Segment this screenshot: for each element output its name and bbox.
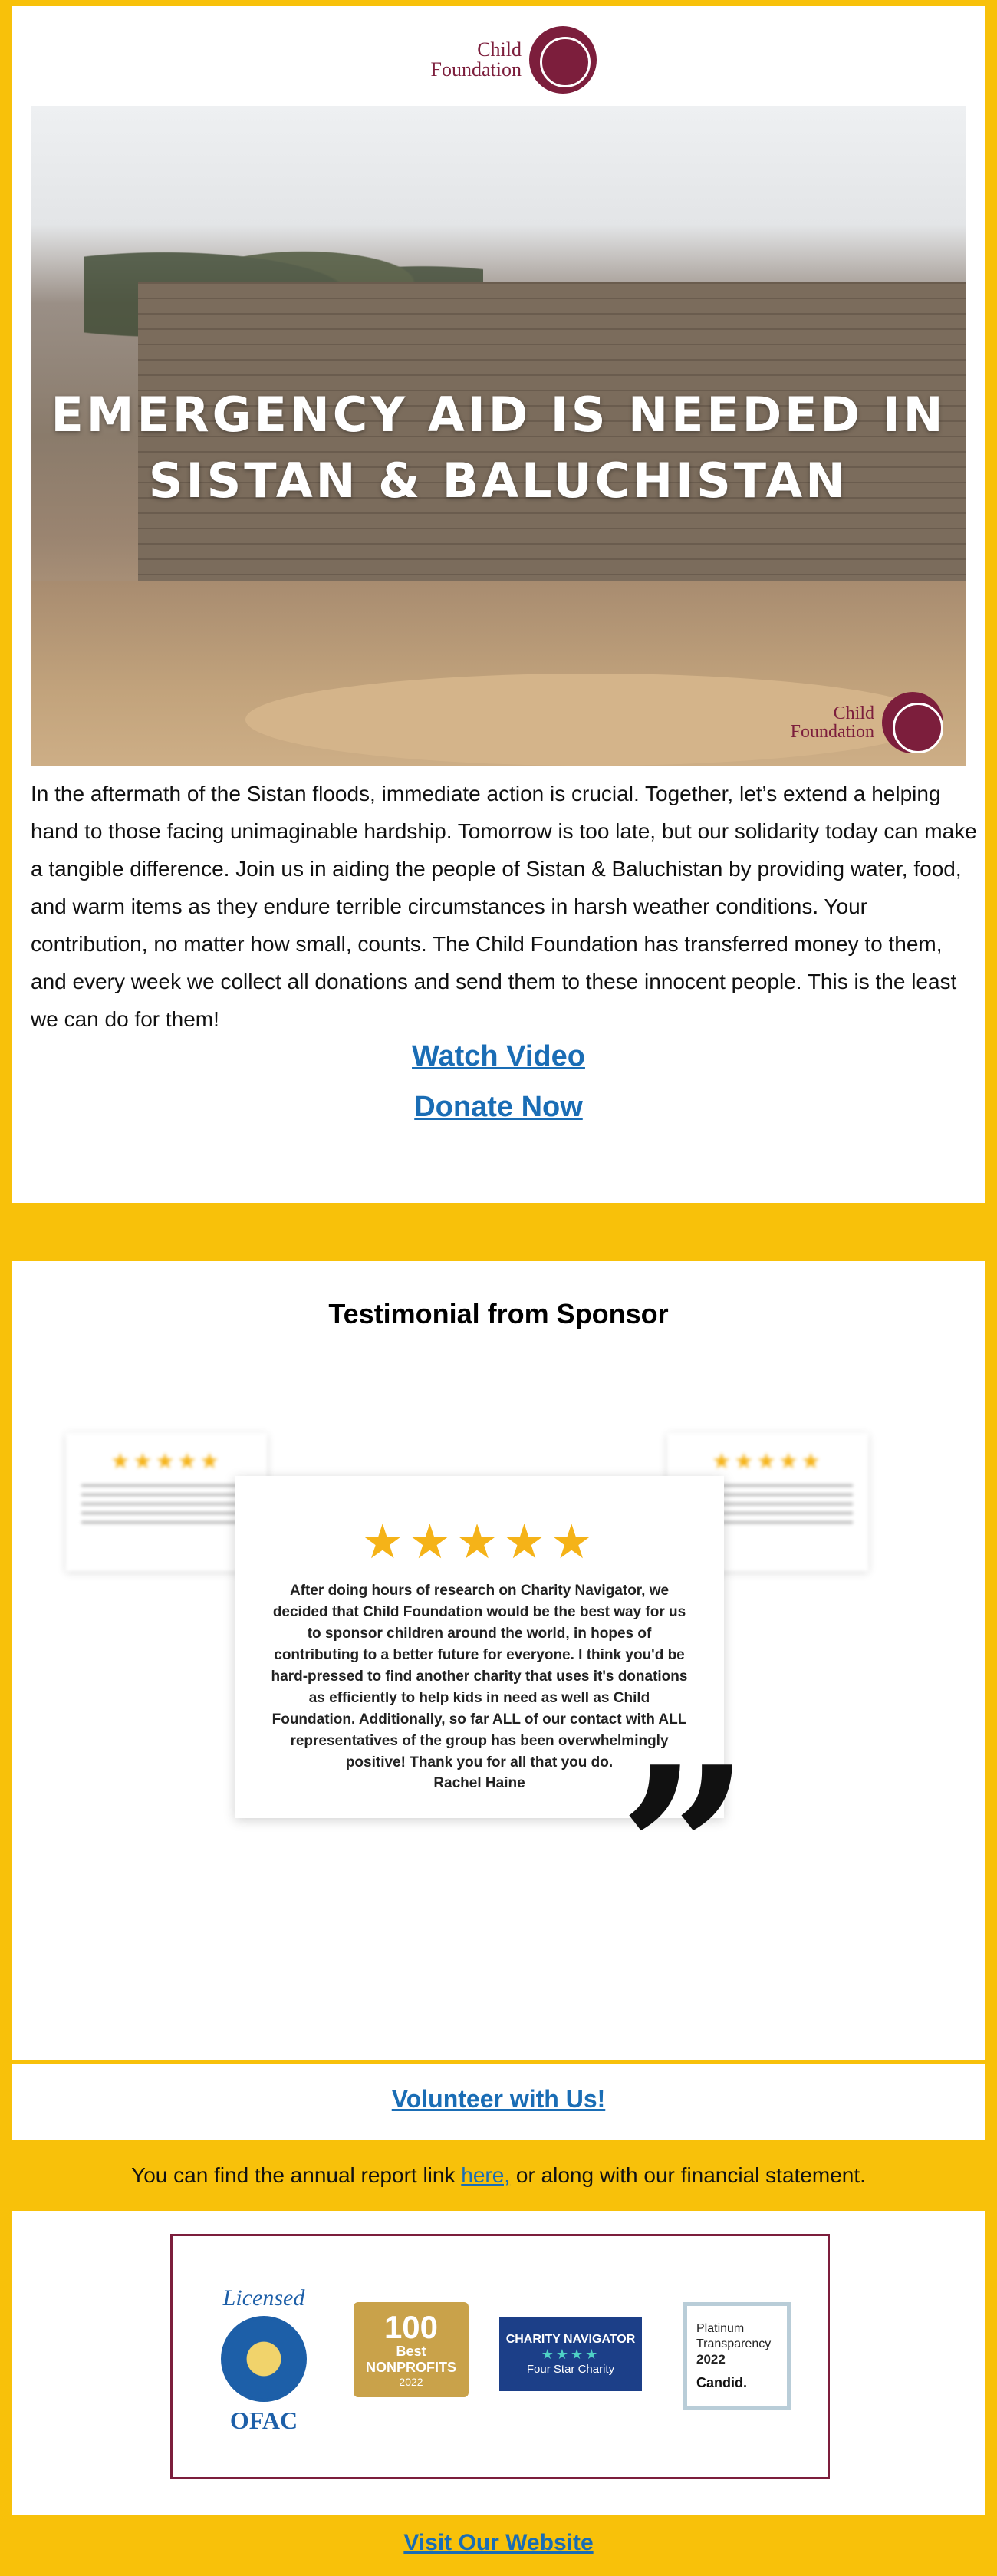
candid-line1: Platinum — [696, 2321, 745, 2335]
testimonial-section — [12, 1261, 985, 2060]
best-number: 100 — [383, 2309, 439, 2345]
visit-website-link[interactable]: Visit Our Website — [403, 2530, 594, 2555]
annual-report-text — [12, 2140, 985, 2211]
logo-text: Child Foundation — [430, 38, 522, 81]
charity-stars: ★★★★ — [541, 2347, 601, 2362]
badges-section — [12, 2211, 985, 2515]
testimonial-quote: After doing hours of research on Charity Navigator, we decided that Child Foundation would be the best way for us to sponsor children around the world, in hopes of contributing to a better future for everyone. I think you'd be hard-pressed to find another charity that uses it's donations as efficiently to help kids in need as well as Child Foundation. Additionally, so far ALL of our contact with ALL representatives of the group has been overwhelmingly positive! Thank you for all that you do. — [271, 1583, 688, 1771]
rating-stars: ★★★★★ — [110, 1449, 222, 1473]
best-year: 2022 — [399, 2376, 423, 2388]
testimonial-heading: Testimonial from Sponsor — [328, 1298, 669, 1329]
blurred-text — [81, 1484, 252, 1530]
best-nonprofits-badge[interactable] — [354, 2302, 469, 2397]
charity-navigator-title: CHARITY NAVIGATOR — [505, 2333, 636, 2346]
hero-logo — [775, 687, 943, 758]
candid-year: 2022 — [696, 2351, 726, 2367]
treasury-seal-icon — [221, 2316, 307, 2402]
candid-line2: Transparency — [696, 2337, 772, 2350]
quote-mark-icon: ” — [618, 1716, 751, 1987]
header-logo[interactable] — [414, 21, 598, 98]
watch-video-link[interactable]: Watch Video — [412, 1040, 585, 1072]
ofac-name: OFAC — [229, 2406, 298, 2434]
intro-paragraph: In the aftermath of the Sistan floods, immediate action is crucial. Together, let’s extend a helping hand to those facing unimaginable hardship. Tomorrow is too late, but our solidarity today can make a tangible difference. Join us in aiding the people of Sistan & Baluchistan by providing water, food, and warm items as they endure terrible circumstances in harsh weather conditions. Your contribution, no matter how small, counts. The Child Foundation has transferred money to them, and every week we collect all donations and send them to these innocent people. This is the least we can do for them! — [31, 782, 977, 1031]
report-suffix: or along with our financial statement. — [510, 2163, 866, 2187]
badges-box — [170, 2234, 830, 2479]
report-prefix: You can find the annual report link — [131, 2163, 462, 2187]
annual-report-link[interactable]: here, — [461, 2163, 511, 2187]
candid-brand: Candid. — [696, 2374, 747, 2390]
hero-logo-text: Child Foundation — [790, 703, 874, 742]
hero-image[interactable] — [31, 106, 966, 766]
top-section — [12, 6, 985, 1203]
charity-rating: Four Star Charity — [526, 2363, 615, 2376]
best-sub: NONPROFITS — [365, 2360, 456, 2375]
charity-navigator-badge[interactable] — [499, 2317, 642, 2391]
best-word: Best — [396, 2344, 426, 2359]
volunteer-section — [12, 2064, 985, 2140]
hero-title: EMERGENCY AID IS NEEDED IN SISTAN & BALUCHISTAN — [51, 387, 946, 509]
volunteer-link[interactable]: Volunteer with Us! — [391, 2085, 606, 2113]
hero-logo-seal-icon — [882, 692, 943, 753]
rating-stars: ★★★★★ — [361, 1516, 597, 1569]
ofac-badge[interactable] — [206, 2279, 321, 2440]
rating-stars: ★★★★★ — [712, 1449, 824, 1473]
logo-seal-icon — [529, 26, 597, 94]
testimonial-author: Rachel Haine — [433, 1775, 525, 1791]
candid-badge[interactable] — [683, 2302, 791, 2410]
donate-now-link[interactable]: Donate Now — [414, 1091, 583, 1123]
ofac-licensed-text: Licensed — [222, 2284, 305, 2311]
